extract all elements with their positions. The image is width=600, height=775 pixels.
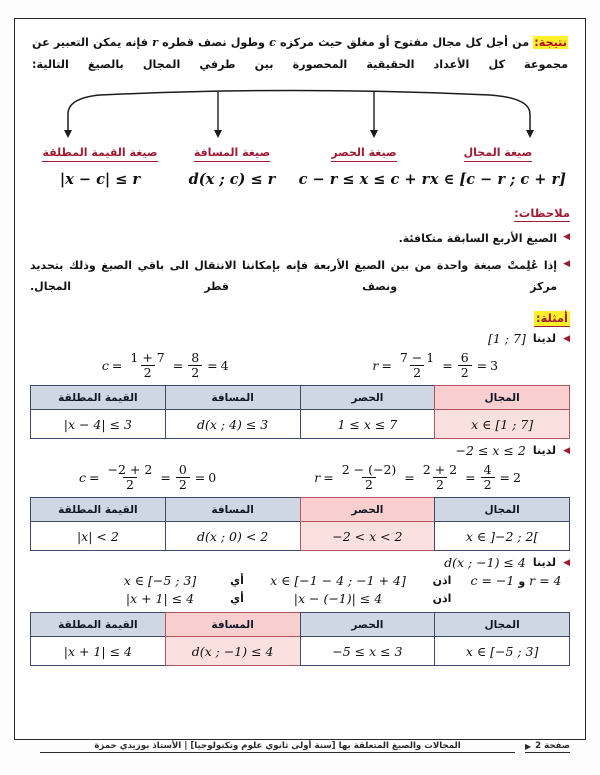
denominator: 2 [188,365,202,380]
eq: = [499,469,511,485]
calc-lhs: c [101,357,109,373]
given-value: d(x ; −1) ≤ 4 [444,555,526,571]
fraction [105,463,156,491]
deriv-final: |x + 1| ≤ 4 [125,591,195,607]
column-header-interval: المجال [435,386,570,410]
column-header-absolute-value: القيمة المطلقة [31,498,166,522]
formula-table-2 [30,497,570,551]
column-header-distance: المسافة [165,386,300,410]
numerator: 2 − (−2) [341,462,397,478]
column-header-inequality: الحصر [300,386,435,410]
result-tag: نتيجة: [534,36,567,49]
column-header-absolute-value: القيمة المطلقة [31,613,166,637]
table-header-row [31,386,570,410]
arrowhead-4 [526,130,534,138]
notes-title: ملاحظات: [514,206,570,221]
cell-inequality: −2 < x < 2 [300,522,435,551]
note-text: إذا عُلِمتْ صيغة واحدة من بين الصيغ الأربعة فإنه بإمكاننا الانتقال الى باقي الصيغ وذلك بتحديد مركز ونصف قطر المجال. [30,259,558,293]
fraction [176,463,190,491]
eq: = [323,469,334,485]
fraction [127,351,167,379]
bullet-icon: ◀ [563,259,570,270]
eq: = [172,357,184,373]
formula-label-absolute-value: صيغة القيمة المطلقة [42,145,157,162]
fraction [397,351,437,379]
deriv-ay: أي [230,592,244,606]
eq: = [442,357,453,373]
denominator: 2 [362,477,376,492]
fraction [188,351,202,379]
given-value: −2 ≤ x ≤ 2 [455,443,526,459]
calc-lhs: r [372,357,379,373]
fraction [420,463,460,491]
note-item [30,229,570,249]
numerator: 6 [460,350,469,366]
var-r: r [152,35,158,49]
column-header-distance: المسافة [165,498,300,522]
footer-page-number [525,741,570,753]
deriv-middle: x ∈ [−1 − 4 ; −1 + 4] [270,573,406,589]
examples-title-wrap [30,307,570,327]
column-header-interval: المجال [435,613,570,637]
derivation-row-1 [30,573,570,588]
bullet-icon: ◀ [563,557,570,568]
example-given-row [30,443,570,458]
denominator: 2 [458,365,472,380]
deriv-then: اذن [432,574,452,588]
calculation-row [30,351,570,379]
numerator: 0 [178,462,187,478]
calc-result: 0 [208,469,217,485]
numerator: 1 + 7 [130,350,165,366]
table-header-row [31,498,570,522]
footer-page-label: صفحة 2 [535,741,570,751]
eq: = [111,357,123,373]
arrowhead-3 [370,130,378,138]
numerator: −2 + 2 [107,462,153,478]
calc-result: 4 [220,357,229,373]
cell-distance: d(x ; 0) < 2 [165,522,300,551]
formula-expr-absolute-value: |x − c| ≤ r [59,171,141,189]
result-text-2: وطول نصف قطره [162,36,265,49]
branching-arrow-diagram [30,88,570,140]
column-header-absolute-value: القيمة المطلقة [31,386,166,410]
denominator: 2 [123,477,137,492]
deriv-middle: |x − (−1)| ≤ 4 [293,591,383,607]
calc-center [102,351,229,379]
eq: = [194,469,206,485]
eq: = [476,357,488,373]
formula-col-inequality [298,141,430,188]
cell-inequality: −5 ≤ x ≤ 3 [300,637,435,666]
eq: = [207,357,218,373]
table-header-row [31,613,570,637]
calc-radius [314,463,521,491]
formula-table-3 [30,612,570,666]
cell-inequality: 1 ≤ x ≤ 7 [300,410,435,439]
formula-expr-inequality: c − r ≤ x ≤ c + r [298,171,430,189]
cell-interval: x ∈ ]−2 ; 2[ [435,522,570,551]
calc-lhs: r [314,469,321,485]
result-text-4: الأعداد الحقيقية المحصورة بين طرفي المجال بالصيغ التالية: [32,57,470,71]
denominator: 2 [433,477,447,492]
deriv-r: r = 4 [529,573,562,589]
bullet-icon: ◀ [563,232,570,243]
given-label: لدينا [532,444,557,458]
result-text-3: فإنه يمكن التعبير عن مجموعة كل [32,36,568,71]
cell-interval: x ∈ [−5 ; 3] [435,637,570,666]
deriv-then: اذن [432,592,452,606]
deriv-ay: أي [230,574,244,588]
footer-title: المجالات والصيغ المتعلقة بها [سنة أولى ثانوي علوم وتكنولوجيا] | الأستاذ بوزيدي حمزة [40,741,515,753]
note-item [30,256,570,297]
formula-col-interval [430,141,566,188]
given-label: لدينا [532,556,557,570]
formula-expr-distance: d(x ; c) ≤ r [188,171,276,189]
table-row [31,637,570,666]
cell-distance: d(x ; −1) ≤ 4 [165,637,300,666]
deriv-final: x ∈ [−5 ; 3] [123,573,197,589]
result-paragraph [30,28,570,76]
cell-absolute-value: |x − 4| ≤ 3 [31,410,166,439]
column-header-interval: المجال [435,498,570,522]
given-value: [1 ; 7] [488,331,526,347]
formula-col-distance [166,141,298,188]
example-block-1 [30,331,570,439]
example-given-row [30,331,570,346]
page-footer [14,741,586,753]
column-header-distance: المسافة [165,613,300,637]
page-content [14,18,586,740]
calc-center [79,463,216,491]
formula-expr-interval: x ∈ [c − r ; c + r] [429,171,566,189]
result-text-1: من أجل كل مجال مفتوح أو مغلق حيث مركزه [280,36,530,49]
arc-path [68,90,530,132]
calculation-row [30,463,570,491]
formula-col-absolute-value [34,141,166,188]
cell-absolute-value: |x + 1| ≤ 4 [31,637,166,666]
numerator: 4 [483,462,492,478]
column-header-inequality: الحصر [300,613,435,637]
example-block-3 [30,555,570,666]
numerator: 8 [191,350,200,366]
fraction [458,351,472,379]
arrow-svg [30,88,570,140]
arrowhead-2 [214,130,222,138]
table-row [31,410,570,439]
formula-label-distance: صيغة المسافة [194,145,270,162]
cell-absolute-value: |x| < 2 [31,522,166,551]
deriv-center-radius [462,573,570,588]
eq: = [465,469,476,485]
bullet-icon: ◀ [563,445,570,456]
calc-radius [372,351,498,379]
note-text: الصيغ الأربع السابقة متكافئة. [398,232,558,246]
notes-title-wrap [30,202,570,222]
table-row [31,522,570,551]
formula-columns [30,141,570,188]
arrowhead-1 [64,130,72,138]
denominator: 2 [176,477,190,492]
play-triangle-icon: ▶ [524,741,532,751]
eq: = [404,469,415,485]
var-c: c [269,35,276,49]
deriv-and: و [518,575,526,589]
cell-interval: x ∈ [1 ; 7] [435,410,570,439]
denominator: 2 [410,365,424,380]
example-given-row [30,555,570,570]
calc-result: 3 [490,357,499,373]
numerator: 2 + 2 [422,462,458,478]
derivation-row-2 [30,591,570,606]
denominator: 2 [481,477,495,492]
denominator: 2 [141,365,155,380]
eq: = [160,469,171,485]
column-header-inequality: الحصر [300,498,435,522]
given-label: لدينا [532,332,557,346]
bullet-icon: ◀ [563,333,570,344]
eq: = [381,357,392,373]
example-block-2 [30,443,570,551]
formula-label-interval: صيغة المجال [464,145,533,162]
calc-lhs: c [79,469,87,485]
formula-label-inequality: صيغة الحصر [331,145,396,162]
examples-title: أمثلة: [535,311,568,326]
cell-distance: d(x ; 4) ≤ 3 [165,410,300,439]
deriv-c: c = −1 [470,573,515,589]
eq: = [89,469,100,485]
formula-table-1 [30,385,570,439]
notes-section [30,202,570,297]
fraction [481,463,495,491]
calc-result: 2 [513,469,521,485]
fraction [339,463,400,491]
numerator: 7 − 1 [399,350,435,366]
